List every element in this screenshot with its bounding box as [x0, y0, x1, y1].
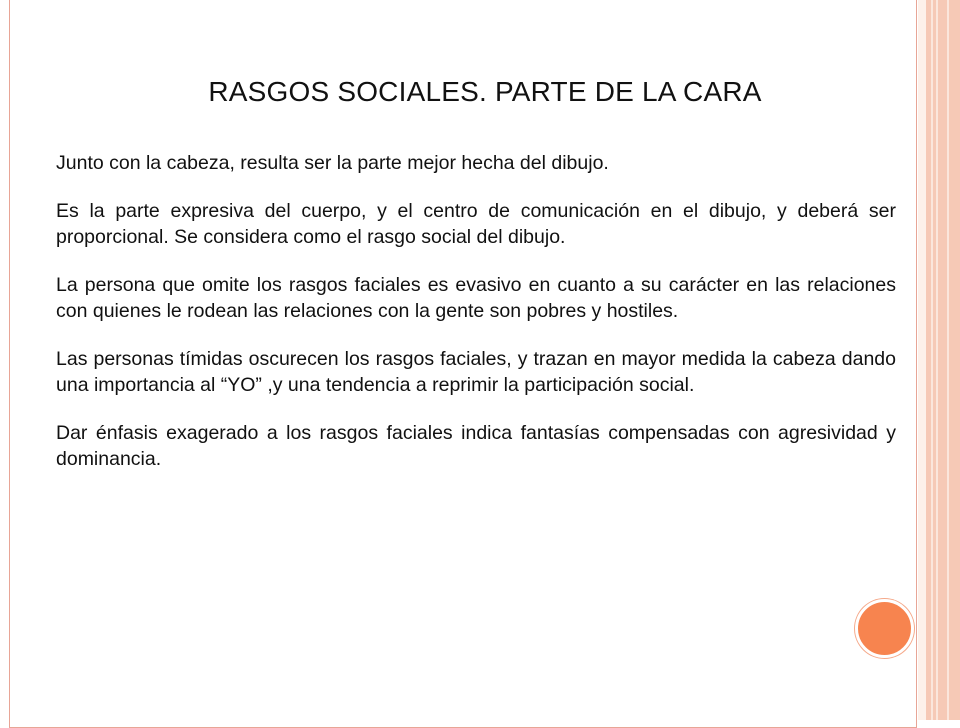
decorative-band-edge: [918, 0, 926, 720]
slide-body: [56, 150, 896, 494]
paragraph-1: Junto con la cabeza, resulta ser la parte mejor hecha del dibujo.: [56, 152, 609, 174]
paragraph-3: La persona que omite los rasgos faciales es evasivo en cuanto a su carácter en las relaciones con quienes le rodean las relaciones con la gente son pobres y hostiles.: [56, 273, 896, 322]
slide-title: RASGOS SOCIALES. PARTE DE LA CARA: [208, 76, 762, 107]
paragraph-4: Las personas tímidas oscurecen los rasgos faciales, y trazan en mayor medida la cabeza dando una importancia al “YO” ,y una tendencia a reprimir la participación social.: [56, 347, 896, 396]
paragraph-2: Es la parte expresiva del cuerpo, y el centro de comunicación en el dibujo, y deberá ser proporcional. Se considera como el rasgo social del dibujo.: [56, 199, 896, 248]
decorative-stripe: [931, 0, 933, 720]
decorative-stripe: [936, 0, 938, 720]
decorative-circle-icon: [855, 599, 914, 658]
paragraph-5: Dar énfasis exagerado a los rasgos faciales indica fantasías compensadas con agresividad y dominancia.: [56, 421, 896, 470]
decorative-stripe: [947, 0, 949, 720]
